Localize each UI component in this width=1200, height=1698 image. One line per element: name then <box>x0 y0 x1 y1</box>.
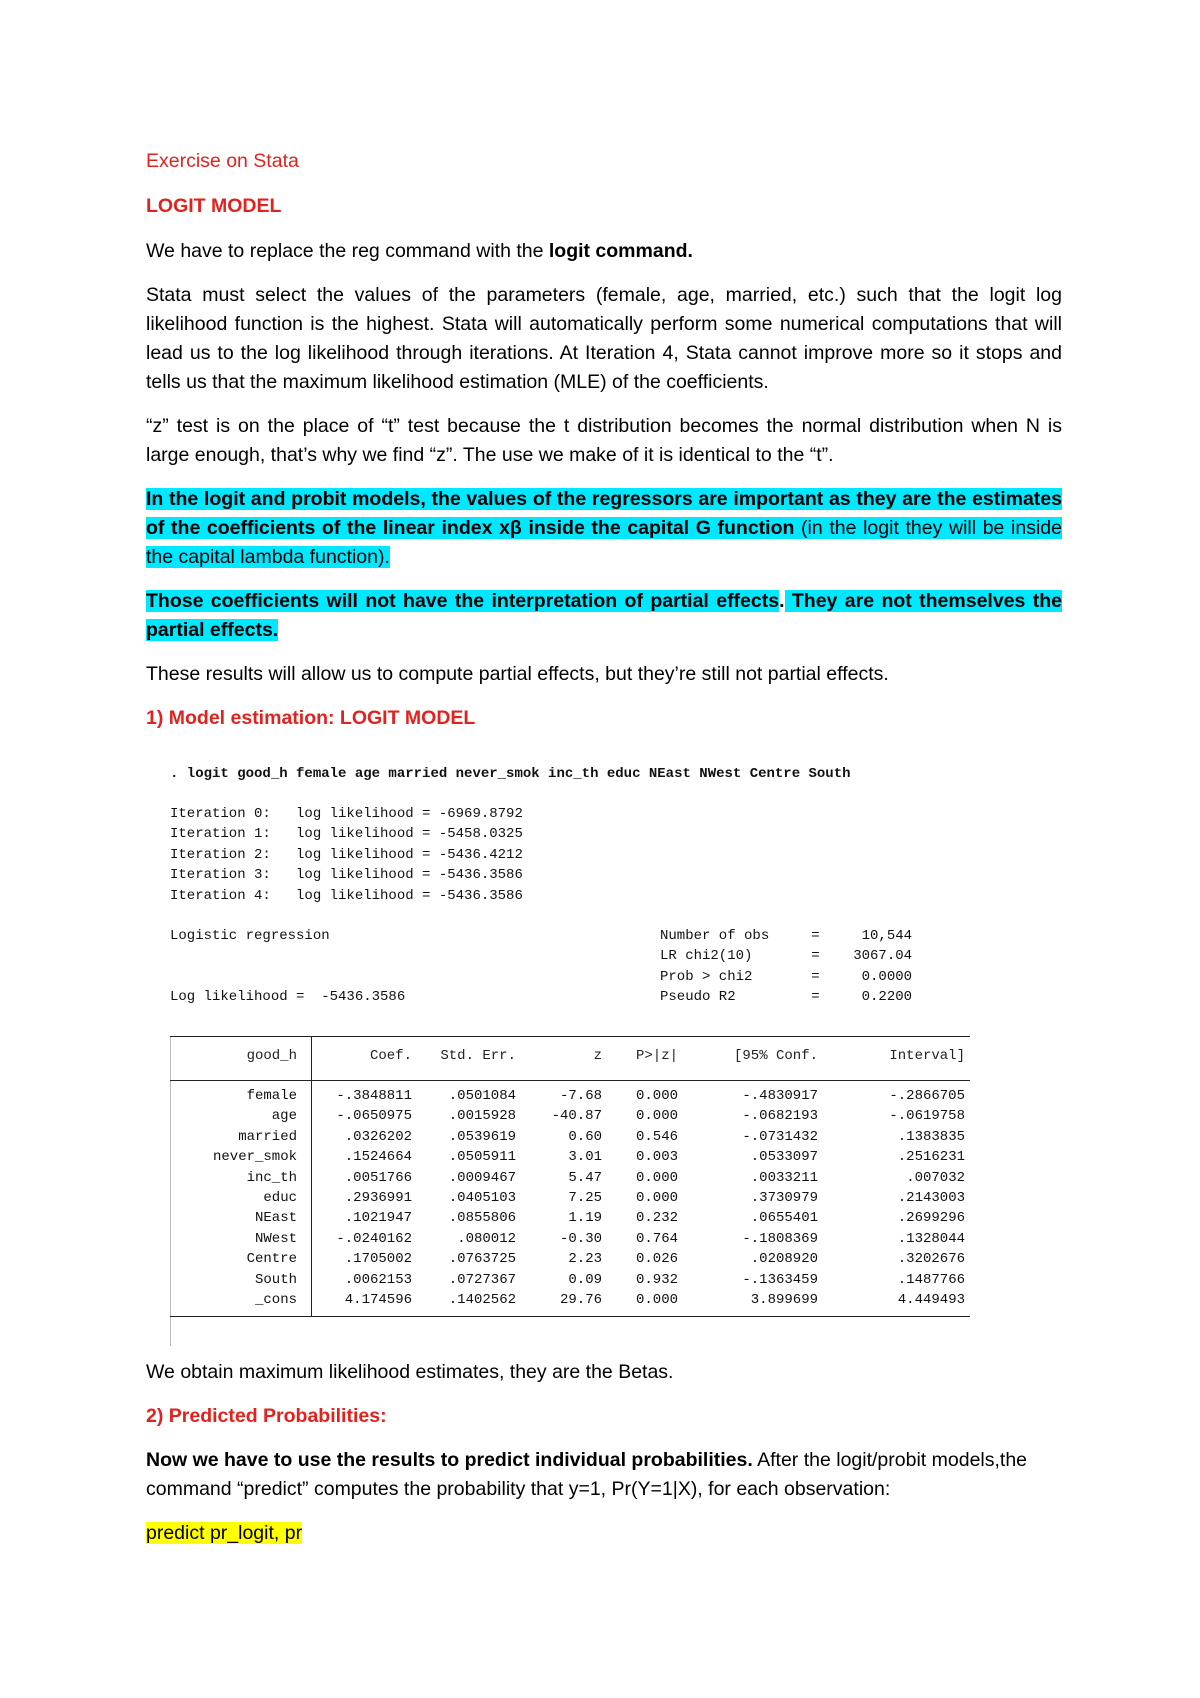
table-cell: .0009467 <box>448 1169 516 1186</box>
header-cell: Interval] <box>889 1048 965 1064</box>
section-heading-model-estimation: 1) Model estimation: LOGIT MODEL <box>146 707 476 729</box>
table-cell: 7.25 <box>568 1190 602 1206</box>
table-cell: .1402562 <box>448 1292 516 1308</box>
table-cell: never_smok <box>212 1149 297 1166</box>
paragraph-mle-explanation: Stata must select the values of the parameters (female, age, married, etc.) such that the logit log likelihood function is the highest. Stata will automatically perform some numerical computations that will lead us to the log likelihood through iterations. At Iteration 4, Stata cannot improve more so it stops and tells us that the maximum likelihood estimation (MLE) of the coefficients. <box>146 284 1062 393</box>
table-row <box>170 1129 970 1149</box>
table-cell: .3202676 <box>897 1251 965 1268</box>
highlight-text-b: They are not themselves the partial effects. <box>146 590 1062 641</box>
table-row <box>170 1149 970 1169</box>
table-cell: .0655401 <box>750 1210 818 1227</box>
table-cell: -.1808369 <box>742 1230 818 1247</box>
table-cell: .0505911 <box>448 1149 516 1166</box>
table-cell: 0.546 <box>635 1128 678 1145</box>
paragraph-results: These results will allow us to compute partial effects, but they’re still not partial effects. <box>146 663 889 685</box>
regression-summary-right: Number of obs = 10,544 LR chi2(10) = 3067.04 Prob > chi2 = 0.0000 Pseudo R2 = 0.2200 <box>660 928 913 1006</box>
document-body <box>146 147 1062 748</box>
table-cell: 0.000 <box>635 1292 678 1308</box>
table-cell: .0855806 <box>448 1210 516 1227</box>
table-cell: female <box>246 1088 297 1104</box>
table-cell: .0208920 <box>750 1251 818 1268</box>
regression-summary-left: Logistic regression Log likelihood = -5436.3586 <box>170 928 406 1006</box>
table-row <box>170 1231 970 1251</box>
table-cell: 0.232 <box>635 1210 678 1227</box>
header-cell: P>|z| <box>635 1048 678 1064</box>
table-cell: .2143003 <box>897 1190 965 1206</box>
table-cell: 3.899699 <box>750 1292 818 1308</box>
table-header-row <box>170 1048 970 1068</box>
emphasis-text: Now we have to use the results to predict individual probabilities. <box>146 1449 753 1471</box>
table-cell: -.2866705 <box>889 1088 965 1104</box>
table-cell: educ <box>263 1190 297 1206</box>
table-cell: _cons <box>254 1292 297 1308</box>
table-cell: .0405103 <box>448 1190 516 1206</box>
table-row <box>170 1088 970 1108</box>
table-cell: NWest <box>254 1230 297 1247</box>
table-cell: -0.30 <box>559 1230 602 1247</box>
stata-predict-command <box>146 1519 1062 1548</box>
table-cell: .0051766 <box>344 1169 412 1186</box>
table-cell: .2699296 <box>897 1210 965 1227</box>
highlight-text: (in the logit they will be inside the capital lambda function). <box>146 517 1062 568</box>
header-cell: good_h <box>246 1048 297 1064</box>
table-cell: -.0650975 <box>336 1108 412 1125</box>
table-cell: -.0240162 <box>336 1230 412 1247</box>
table-cell: .0539619 <box>448 1128 516 1145</box>
section-heading-logit: LOGIT MODEL <box>146 195 282 217</box>
table-cell: .1705002 <box>344 1251 412 1268</box>
table-cell: .1524664 <box>344 1149 412 1166</box>
paragraph-predict <box>146 1446 1062 1504</box>
table-cell: married <box>238 1128 297 1145</box>
table-cell: -7.68 <box>559 1088 602 1104</box>
table-cell: 0.764 <box>635 1230 678 1247</box>
header-cell: Coef. <box>369 1048 412 1064</box>
table-cell: 0.000 <box>635 1190 678 1206</box>
table-cell: -.1363459 <box>742 1271 818 1288</box>
table-cell: 0.932 <box>635 1271 678 1288</box>
table-cell: .0533097 <box>750 1149 818 1166</box>
table-cell: 0.09 <box>568 1271 602 1288</box>
table-cell: South <box>254 1271 297 1288</box>
table-cell: 3.01 <box>568 1149 602 1166</box>
table-cell: .1487766 <box>897 1271 965 1288</box>
table-cell: 5.47 <box>568 1169 602 1186</box>
section-heading-predicted-probabilities: 2) Predicted Probabilities: <box>146 1405 387 1427</box>
table-cell: 0.60 <box>568 1128 602 1145</box>
highlighted-paragraph-regressors <box>146 485 1062 572</box>
paragraph-text: After the logit/probit models,the command “predict” computes the probability that y=1, Pr(Y=1|X), for each observation: <box>146 1449 1028 1500</box>
paragraph-logit-command <box>146 237 1062 266</box>
table-row <box>170 1170 970 1190</box>
table-cell: -.0731432 <box>742 1128 818 1145</box>
table-cell: .0763725 <box>448 1251 516 1268</box>
highlighted-paragraph-partial-effects <box>146 587 1062 645</box>
header-cell: Std. Err. <box>440 1048 516 1064</box>
table-cell: .1021947 <box>344 1210 412 1227</box>
paragraph-mle-estimates: We obtain maximum likelihood estimates, they are the Betas. <box>146 1361 674 1383</box>
table-header-rule <box>170 1080 970 1081</box>
table-row <box>170 1251 970 1271</box>
table-cell: 1.19 <box>568 1210 602 1227</box>
emphasis-text: logit command. <box>548 240 693 262</box>
table-cell: .0015928 <box>448 1108 516 1125</box>
table-row <box>170 1210 970 1230</box>
table-cell: 0.000 <box>635 1088 678 1104</box>
table-row <box>170 1292 970 1312</box>
document-body-continued <box>146 1358 1062 1563</box>
table-cell: .2516231 <box>897 1149 965 1166</box>
table-cell: 0.003 <box>635 1149 678 1166</box>
table-cell: 4.174596 <box>344 1292 412 1308</box>
coefficient-table <box>170 1036 970 1346</box>
table-cell: -.0619758 <box>889 1108 965 1125</box>
highlighted-command: predict pr_logit, pr <box>146 1522 303 1544</box>
table-cell: 29.76 <box>559 1292 602 1308</box>
table-cell: 4.449493 <box>897 1292 965 1308</box>
table-cell: -40.87 <box>551 1108 602 1125</box>
table-cell: .080012 <box>457 1230 516 1247</box>
table-cell: -.3848811 <box>336 1088 412 1104</box>
table-top-rule <box>170 1036 970 1037</box>
table-cell: 0.000 <box>635 1169 678 1186</box>
header-cell: [95% Conf. <box>733 1048 818 1064</box>
highlight-text-a: Those coefficients will not have the interpretation of partial effects <box>146 590 780 612</box>
header-cell: z <box>593 1048 602 1064</box>
table-row <box>170 1272 970 1292</box>
table-cell: .007032 <box>906 1169 965 1186</box>
table-cell: age <box>271 1108 297 1125</box>
paragraph-z-test: “z” test is on the place of “t” test because the t distribution becomes the normal distribution when N is large enough, that’s why we find “z”. The use we make of it is identical to the “t”. <box>146 415 1062 466</box>
table-bottom-rule <box>170 1316 970 1317</box>
table-cell: .0501084 <box>448 1088 516 1104</box>
table-cell: .1328044 <box>897 1230 965 1247</box>
stata-output <box>170 764 970 1346</box>
table-cell: .2936991 <box>344 1190 412 1206</box>
table-row <box>170 1108 970 1128</box>
table-row <box>170 1190 970 1210</box>
stata-command: . logit good_h female age married never_smok inc_th educ NEast NWest Centre South <box>170 766 851 782</box>
highlight-bold-text: In the logit and probit models, the values of the regressors are important as they are the estimates of the coefficients of the linear index xβ inside the capital G function <box>146 488 1062 539</box>
iteration-log: Iteration 0: log likelihood = -6969.8792 Iteration 1: log likelihood = -5458.0325 Iteration 2: log likelihood = -5436.4212 Iteration 3: log likelihood = -5436.3586 Iteration 4: log likelihood = -5436.3586 <box>170 806 523 904</box>
table-cell: .3730979 <box>750 1190 818 1206</box>
table-cell: 0.026 <box>635 1251 678 1268</box>
period-text: . <box>779 590 785 612</box>
table-cell: .0326202 <box>344 1128 412 1145</box>
table-cell: -.4830917 <box>742 1088 818 1104</box>
table-cell: -.0682193 <box>742 1108 818 1125</box>
table-cell: NEast <box>254 1210 297 1227</box>
table-cell: .0062153 <box>344 1271 412 1288</box>
table-cell: 0.000 <box>635 1108 678 1125</box>
table-cell: Centre <box>246 1251 297 1268</box>
document-title: Exercise on Stata <box>146 150 299 172</box>
table-cell: .0727367 <box>448 1271 516 1288</box>
table-cell: .0033211 <box>750 1169 818 1186</box>
paragraph-text: We have to replace the reg command with the <box>146 240 549 262</box>
table-cell: inc_th <box>246 1169 297 1186</box>
table-cell: .1383835 <box>897 1128 965 1145</box>
table-cell: 2.23 <box>568 1251 602 1268</box>
